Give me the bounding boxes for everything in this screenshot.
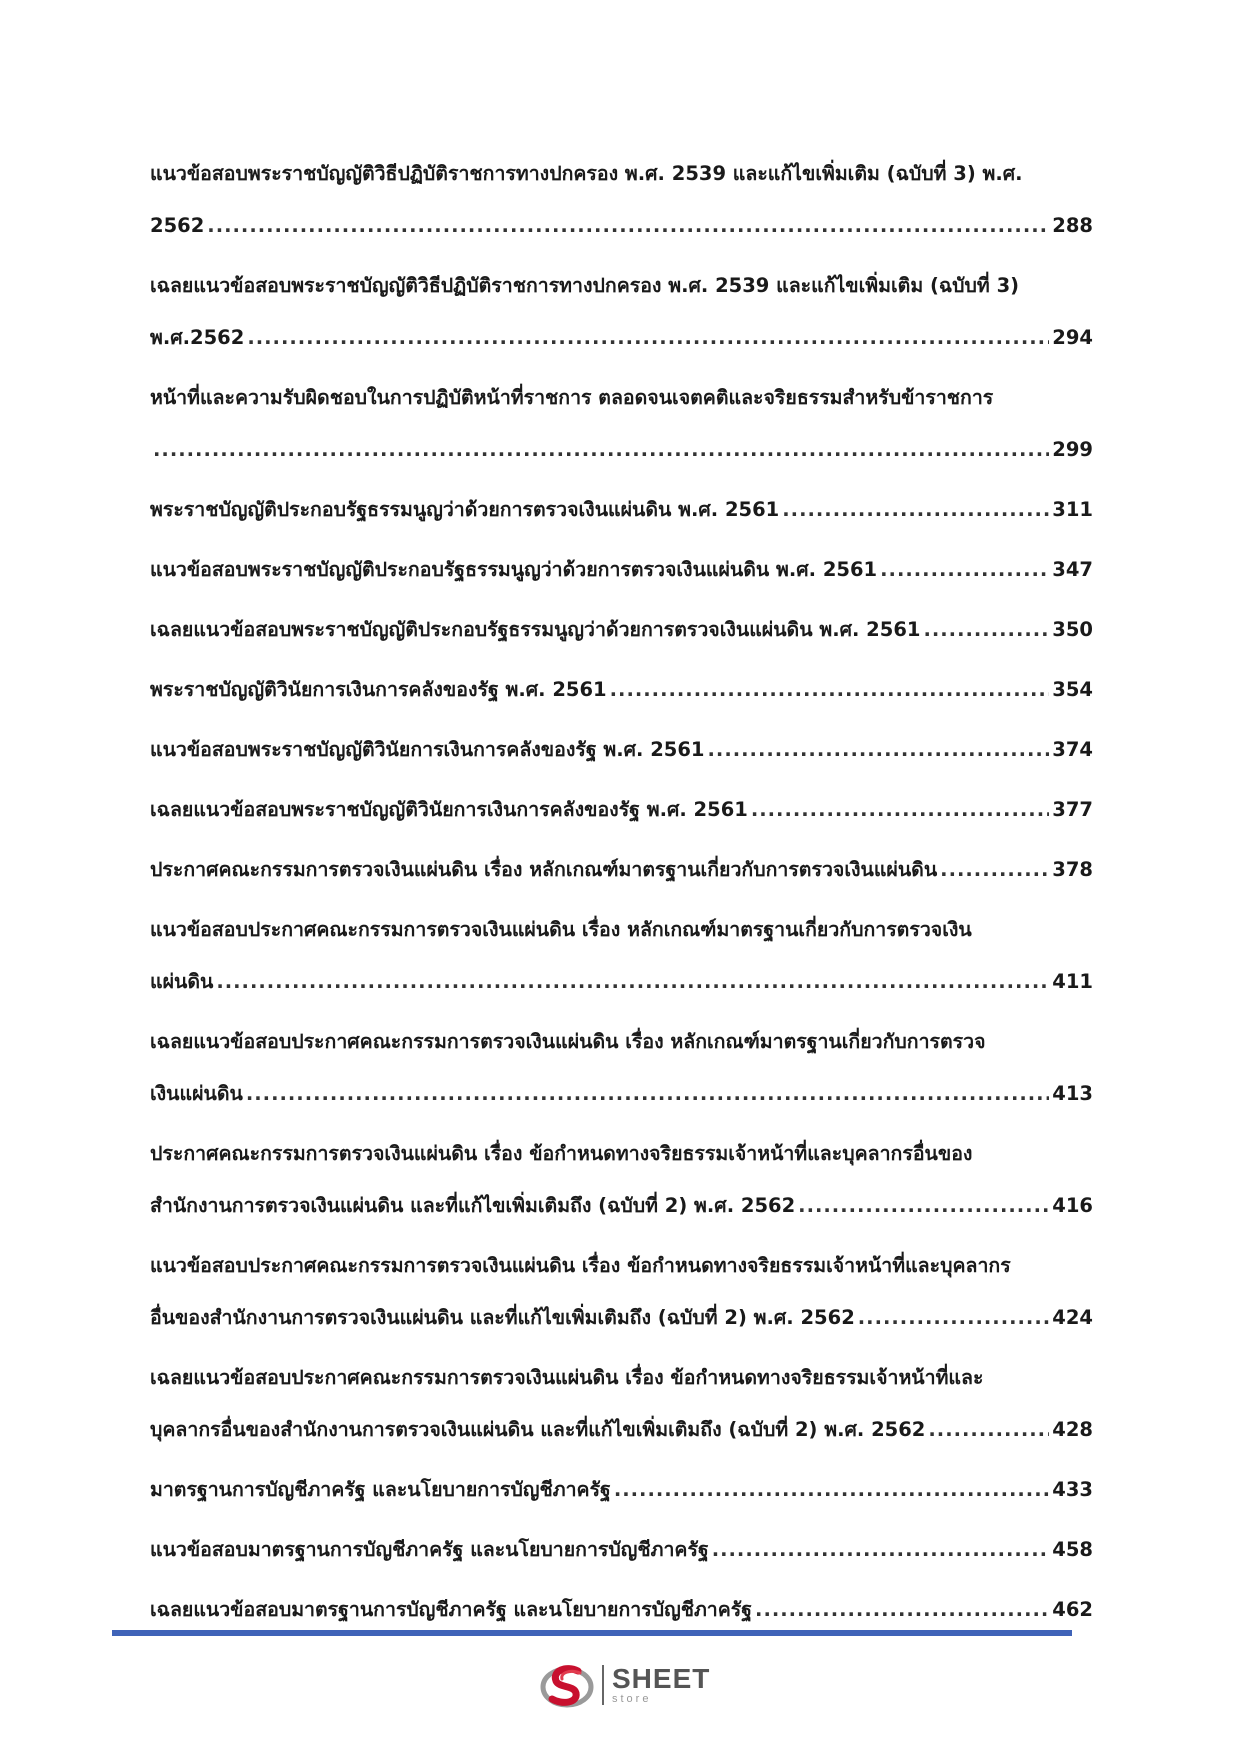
toc-entry-line <box>150 904 1093 956</box>
toc-entry <box>150 664 1093 724</box>
toc-entry-line <box>150 724 1093 776</box>
toc-page-number: 378 <box>1052 858 1093 881</box>
toc-entry-line <box>150 784 1093 836</box>
toc-entry-line <box>150 148 1093 200</box>
toc-entry-line <box>150 1352 1093 1404</box>
toc-leader-dots <box>755 1584 1049 1636</box>
toc-page-number: 416 <box>1052 1194 1093 1217</box>
toc-entry-title: เฉลยแนวข้อสอบพระราชบัญญัติวินัยการเงินการคลังของรัฐ พ.ศ. 2561 <box>150 798 748 821</box>
toc-entry <box>150 1464 1093 1524</box>
brand-subtitle: store <box>612 1693 652 1705</box>
toc-entry-title: เฉลยแนวข้อสอบพระราชบัญญัติประกอบรัฐธรรมนูญว่าด้วยการตรวจเงินแผ่นดิน พ.ศ. 2561 <box>150 618 921 641</box>
toc-entry-title: เฉลยแนวข้อสอบประกาศคณะกรรมการตรวจเงินแผ่นดิน เรื่อง หลักเกณฑ์มาตรฐานเกี่ยวกับการตรวจ <box>150 1030 986 1053</box>
toc-page-number: 299 <box>1052 438 1093 461</box>
toc-entry <box>150 1352 1093 1464</box>
toc-leader-dots <box>940 844 1049 896</box>
toc-entry <box>150 544 1093 604</box>
table-of-contents <box>150 148 1093 1644</box>
toc-page-number: 413 <box>1052 1082 1093 1105</box>
toc-entry <box>150 904 1093 1016</box>
toc-page-number: 462 <box>1052 1598 1093 1621</box>
toc-entry <box>150 1240 1093 1352</box>
toc-entry-line <box>150 1404 1093 1456</box>
toc-entry-title: แนวข้อสอบประกาศคณะกรรมการตรวจเงินแผ่นดิน เรื่อง หลักเกณฑ์มาตรฐานเกี่ยวกับการตรวจเงิน <box>150 918 972 941</box>
toc-entry <box>150 724 1093 784</box>
toc-entry-title: แนวข้อสอบมาตรฐานการบัญชีภาครัฐ และนโยบายการบัญชีภาครัฐ <box>150 1538 709 1561</box>
toc-entry-title: สำนักงานการตรวจเงินแผ่นดิน และที่แก้ไขเพิ่มเติมถึง (ฉบับที่ 2) พ.ศ. 2562 <box>150 1194 796 1217</box>
toc-entry-line <box>150 844 1093 896</box>
toc-leader-dots <box>247 312 1049 364</box>
toc-entry <box>150 784 1093 844</box>
brand-name: SHEET <box>612 1663 711 1694</box>
toc-page-number: 458 <box>1052 1538 1093 1561</box>
toc-entry-title: ประกาศคณะกรรมการตรวจเงินแผ่นดิน เรื่อง ข้อกำหนดทางจริยธรรมเจ้าหน้าที่และบุคลากรอื่นของ <box>150 1142 973 1165</box>
toc-entry-line <box>150 604 1093 656</box>
toc-entry-title: เฉลยแนวข้อสอบประกาศคณะกรรมการตรวจเงินแผ่นดิน เรื่อง ข้อกำหนดทางจริยธรรมเจ้าหน้าที่และ <box>150 1366 984 1389</box>
toc-entry-line <box>150 200 1093 252</box>
toc-page-number: 354 <box>1052 678 1093 701</box>
toc-leader-dots <box>782 484 1049 536</box>
toc-entry <box>150 604 1093 664</box>
toc-entry-title: หน้าที่และความรับผิดชอบในการปฏิบัติหน้าที่ราชการ ตลอดจนเจตคติและจริยธรรมสำหรับข้าราชการ <box>150 386 994 409</box>
toc-leader-dots <box>880 544 1049 596</box>
toc-entry <box>150 1016 1093 1128</box>
toc-entry-line <box>150 1524 1093 1576</box>
toc-entry-title: เฉลยแนวข้อสอบพระราชบัญญัติวิธีปฏิบัติราชการทางปกครอง พ.ศ. 2539 และแก้ไขเพิ่มเติม (ฉบับที่ 3) <box>150 274 1020 297</box>
footer-divider <box>112 1630 1072 1636</box>
toc-entry-title: บุคลากรอื่นของสำนักงานการตรวจเงินแผ่นดิน และที่แก้ไขเพิ่มเติมถึง (ฉบับที่ 2) พ.ศ. 2562 <box>150 1418 926 1441</box>
toc-entry <box>150 844 1093 904</box>
toc-entry-line <box>150 1240 1093 1292</box>
toc-page-number: 350 <box>1052 618 1093 641</box>
toc-entry-line <box>150 1464 1093 1516</box>
toc-page-number: 424 <box>1052 1306 1093 1329</box>
toc-leader-dots <box>751 784 1049 836</box>
toc-page-number: 433 <box>1052 1478 1093 1501</box>
toc-entry-title: 2562 <box>150 214 205 237</box>
toc-page-number: 347 <box>1052 558 1093 581</box>
toc-entry <box>150 484 1093 544</box>
toc-entry-title: มาตรฐานการบัญชีภาครัฐ และนโยบายการบัญชีภาครัฐ <box>150 1478 611 1501</box>
toc-entry <box>150 148 1093 260</box>
toc-entry-title: อื่นของสำนักงานการตรวจเงินแผ่นดิน และที่แก้ไขเพิ่มเติมถึง (ฉบับที่ 2) พ.ศ. 2562 <box>150 1306 855 1329</box>
toc-leader-dots <box>153 424 1049 476</box>
toc-leader-dots <box>923 604 1049 656</box>
toc-entry-line <box>150 484 1093 536</box>
toc-entry-line <box>150 1016 1093 1068</box>
toc-entry-title: แนวข้อสอบพระราชบัญญัติวินัยการเงินการคลังของรัฐ พ.ศ. 2561 <box>150 738 705 761</box>
toc-leader-dots <box>858 1292 1050 1344</box>
toc-page-number: 411 <box>1052 970 1093 993</box>
toc-entry-line <box>150 312 1093 364</box>
toc-entry-title: แผ่นดิน <box>150 970 214 993</box>
toc-entry <box>150 372 1093 484</box>
toc-entry-line <box>150 372 1093 424</box>
toc-entry-title: พระราชบัญญัติประกอบรัฐธรรมนูญว่าด้วยการตรวจเงินแผ่นดิน พ.ศ. 2561 <box>150 498 780 521</box>
toc-entry <box>150 1128 1093 1240</box>
toc-page-number: 377 <box>1052 798 1093 821</box>
toc-page-number: 374 <box>1052 738 1093 761</box>
toc-leader-dots <box>708 724 1050 776</box>
sheet-store-logo-icon <box>540 1661 594 1709</box>
toc-entry-title: เฉลยแนวข้อสอบมาตรฐานการบัญชีภาครัฐ และนโยบายการบัญชีภาครัฐ <box>150 1598 753 1621</box>
toc-entry-title: พ.ศ.2562 <box>150 326 245 349</box>
toc-entry-line <box>150 1128 1093 1180</box>
toc-entry-line <box>150 664 1093 716</box>
toc-entry-line <box>150 544 1093 596</box>
toc-entry <box>150 1524 1093 1584</box>
toc-leader-dots <box>207 200 1049 252</box>
toc-entry-line <box>150 1584 1093 1636</box>
toc-entry-title: แนวข้อสอบพระราชบัญญัติประกอบรัฐธรรมนูญว่าด้วยการตรวจเงินแผ่นดิน พ.ศ. 2561 <box>150 558 878 581</box>
toc-page-number: 294 <box>1052 326 1093 349</box>
toc-leader-dots <box>928 1404 1049 1456</box>
toc-entry-title: พระราชบัญญัติวินัยการเงินการคลังของรัฐ พ.ศ. 2561 <box>150 678 607 701</box>
toc-entry-line <box>150 1068 1093 1120</box>
toc-entry-title: ประกาศคณะกรรมการตรวจเงินแผ่นดิน เรื่อง หลักเกณฑ์มาตรฐานเกี่ยวกับการตรวจเงินแผ่นดิน <box>150 858 938 881</box>
toc-entry-line <box>150 424 1093 476</box>
toc-entry-title: แนวข้อสอบพระราชบัญญัติวิธีปฏิบัติราชการทางปกครอง พ.ศ. 2539 และแก้ไขเพิ่มเติม (ฉบับที่ 3) พ.ศ. <box>150 162 1023 185</box>
toc-entry-line <box>150 956 1093 1008</box>
toc-leader-dots <box>614 1464 1049 1516</box>
toc-page-number: 428 <box>1052 1418 1093 1441</box>
toc-leader-dots <box>246 1068 1049 1120</box>
toc-entry-line <box>150 1292 1093 1344</box>
footer-logo <box>540 1660 710 1710</box>
toc-page-number: 288 <box>1052 214 1093 237</box>
toc-entry-line <box>150 1180 1093 1232</box>
toc-leader-dots <box>798 1180 1049 1232</box>
toc-entry <box>150 260 1093 372</box>
toc-leader-dots <box>216 956 1049 1008</box>
toc-leader-dots <box>610 664 1050 716</box>
toc-entry-title: แนวข้อสอบประกาศคณะกรรมการตรวจเงินแผ่นดิน เรื่อง ข้อกำหนดทางจริยธรรมเจ้าหน้าที่และบุคลากร <box>150 1254 1011 1277</box>
toc-page-number: 311 <box>1052 498 1093 521</box>
toc-entry-line <box>150 260 1093 312</box>
toc-entry-title: เงินแผ่นดิน <box>150 1082 243 1105</box>
toc-leader-dots <box>712 1524 1050 1576</box>
